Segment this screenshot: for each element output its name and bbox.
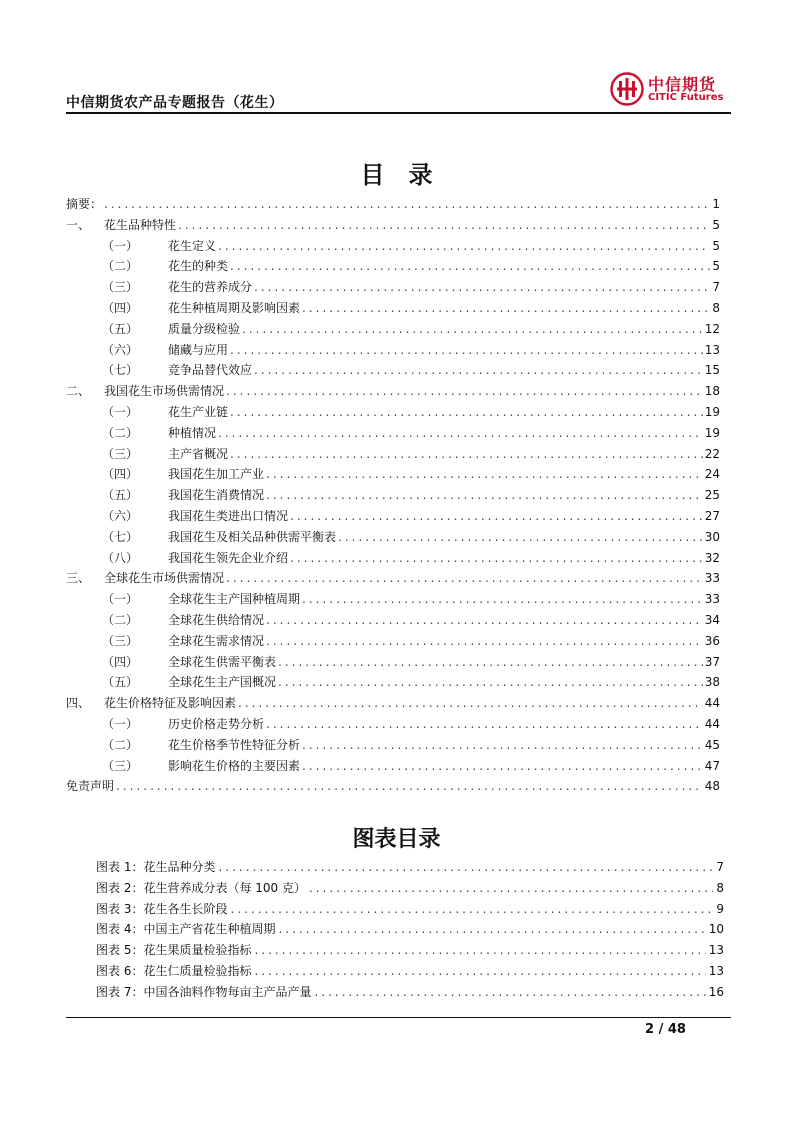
figure-entry-label: 图表 2：花生营养成分表（每 100 克） xyxy=(96,880,306,895)
toc-entry-label: 花生产业链 xyxy=(168,405,229,419)
toc-entry-label: 我国花生领先企业介绍 xyxy=(168,550,289,565)
toc-entry[interactable] xyxy=(66,317,720,337)
toc-leader-dots xyxy=(104,196,710,212)
figure-leader-dots xyxy=(218,859,713,875)
figure-entry-label: 图表 3：花生各生长阶段 xyxy=(96,901,228,916)
toc-leader-dots xyxy=(302,758,703,774)
toc-entry[interactable] xyxy=(66,483,720,503)
toc-leader-dots xyxy=(266,466,703,482)
toc-leader-dots xyxy=(278,654,703,670)
toc-entry-page: 5 xyxy=(712,238,720,253)
toc-entry-label: 花生价格季节性特征分析 xyxy=(168,737,301,752)
toc-entry-page: 37 xyxy=(704,654,720,669)
toc-leader-dots xyxy=(254,362,703,378)
toc-heading: 目录 xyxy=(360,161,457,189)
toc-entry[interactable] xyxy=(66,650,720,670)
toc-leader-dots xyxy=(338,529,703,545)
toc-entry[interactable] xyxy=(66,358,720,378)
toc-entry-number: 二、 xyxy=(66,384,91,399)
toc-entry-label: 花生种植周期及影响因素 xyxy=(168,301,301,315)
toc-entry[interactable] xyxy=(66,566,720,586)
toc-entry-number: （六） xyxy=(102,342,139,357)
toc-entry-number: （七） xyxy=(102,529,139,544)
figure-entry-label: 图表 6：花生仁质量检验指标 xyxy=(96,964,252,978)
toc-entry-label: 免责声明 xyxy=(66,779,115,794)
logo-english-text: CITIC Futures xyxy=(648,92,724,103)
citic-futures-logo xyxy=(610,70,730,110)
figure-entry-page: 9 xyxy=(716,901,724,916)
toc-entry[interactable] xyxy=(66,379,720,399)
toc-entry-label: 我国花生及相关品种供需平衡表 xyxy=(168,529,337,544)
toc-entry-page: 19 xyxy=(704,405,720,419)
toc-entry-number: （四） xyxy=(102,654,139,669)
figure-leader-dots xyxy=(309,880,713,896)
toc-entry-number: （一） xyxy=(102,592,139,607)
toc-leader-dots xyxy=(266,487,703,503)
toc-entry-label: 花生价格特征及影响因素 xyxy=(104,696,237,711)
toc-entry-label: 全球花生供需平衡表 xyxy=(168,654,277,669)
toc-leader-dots xyxy=(302,591,703,607)
toc-entry-page: 38 xyxy=(704,675,720,690)
toc-entry-label: 摘要： xyxy=(66,197,103,211)
toc-leader-dots xyxy=(218,238,710,254)
toc-leader-dots xyxy=(302,300,710,316)
toc-leader-dots xyxy=(230,258,710,274)
toc-entry-page: 8 xyxy=(712,301,720,315)
toc-entry-page: 47 xyxy=(704,758,720,773)
toc-entry-number: 四、 xyxy=(66,696,91,711)
toc-entry[interactable] xyxy=(66,234,720,254)
figure-entry[interactable] xyxy=(96,980,724,1000)
toc-entry-label: 花生的营养成分 xyxy=(168,280,253,295)
toc-entry[interactable] xyxy=(66,338,720,358)
toc-entry-page: 34 xyxy=(704,613,720,627)
figure-entry-page: 13 xyxy=(708,943,724,958)
toc-entry[interactable] xyxy=(66,629,720,649)
toc-entry-label: 全球花生供给情况 xyxy=(168,613,265,627)
toc-entry-number: （二） xyxy=(102,425,139,440)
toc-entry-page: 13 xyxy=(704,342,720,357)
toc-entry[interactable] xyxy=(66,733,720,753)
toc-entry-label: 全球花生主产国概况 xyxy=(168,675,277,690)
toc-leader-dots xyxy=(266,716,703,732)
figure-entry-page: 8 xyxy=(716,880,724,895)
toc-entry-label: 我国花生市场供需情况 xyxy=(104,384,225,399)
toc-entry-page: 33 xyxy=(704,592,720,607)
toc-entry[interactable] xyxy=(66,608,720,628)
logo-chinese-text: 中信期货 xyxy=(648,75,717,94)
figure-entry-label: 图表 1：花生品种分类 xyxy=(96,860,216,874)
toc-entry[interactable] xyxy=(66,504,720,524)
toc-entry-label: 主产省概况 xyxy=(168,446,229,461)
toc-leader-dots xyxy=(178,217,710,233)
toc-entry-page: 45 xyxy=(704,737,720,752)
toc-entry-page: 44 xyxy=(704,696,720,711)
toc-entry-number: （一） xyxy=(102,405,139,419)
page-number: 2 / 48 xyxy=(645,1022,686,1037)
toc-leader-dots xyxy=(266,612,703,628)
toc-entry-number: （四） xyxy=(102,301,139,315)
toc-entry-label: 花生定义 xyxy=(168,238,217,253)
toc-entry-page: 15 xyxy=(704,363,720,378)
toc-entry-page: 32 xyxy=(704,550,720,565)
toc-entry-label: 种植情况 xyxy=(168,425,217,440)
toc-entry-page: 48 xyxy=(704,779,720,794)
toc-entry-number: （五） xyxy=(102,321,139,336)
toc-leader-dots xyxy=(230,404,703,420)
toc-entry-number: （二） xyxy=(102,737,139,752)
toc-leader-dots xyxy=(218,425,703,441)
figure-entry-label: 图表 4：中国主产省花生种植周期 xyxy=(96,922,276,937)
toc-leader-dots xyxy=(278,674,703,690)
toc-entry-number: （三） xyxy=(102,446,139,461)
figure-entry[interactable] xyxy=(96,938,724,958)
toc-entry-label: 花生品种特性 xyxy=(104,217,177,232)
toc-entry[interactable] xyxy=(66,462,720,482)
toc-entry-number: （五） xyxy=(102,488,139,503)
toc-entry-label: 质量分级检验 xyxy=(168,321,241,336)
toc-entry-label: 我国花生消费情况 xyxy=(168,488,265,503)
toc-entry-page: 27 xyxy=(704,509,720,523)
toc-entry-number: （四） xyxy=(102,467,139,482)
toc-leader-dots xyxy=(254,279,710,295)
toc-entry-number: （一） xyxy=(102,717,139,731)
toc-leader-dots xyxy=(266,633,703,649)
figure-entry-label: 图表 5：花生果质量检验指标 xyxy=(96,943,252,958)
figure-leader-dots xyxy=(230,901,713,917)
toc-entry[interactable] xyxy=(66,400,720,420)
toc-entry-number: （八） xyxy=(102,550,139,565)
toc-entry[interactable] xyxy=(66,442,720,462)
toc-leader-dots xyxy=(290,508,703,524)
toc-entry-page: 44 xyxy=(704,717,720,731)
citic-logo-icon xyxy=(610,72,644,106)
toc-leader-dots xyxy=(230,446,703,462)
toc-entry-page: 19 xyxy=(704,425,720,440)
toc-entry[interactable] xyxy=(66,691,720,711)
toc-entry-number: （七） xyxy=(102,363,139,378)
toc-entry-label: 竞争品替代效应 xyxy=(168,363,253,378)
toc-entry-number: 三、 xyxy=(66,571,91,586)
toc-entry-label: 影响花生价格的主要因素 xyxy=(168,758,301,773)
toc-entry[interactable] xyxy=(66,774,720,794)
toc-entry-page: 33 xyxy=(704,571,720,586)
toc-leader-dots xyxy=(116,778,703,794)
figure-entry[interactable] xyxy=(96,917,724,937)
toc-entry[interactable] xyxy=(66,296,720,316)
toc-entry-page: 22 xyxy=(704,446,720,461)
figure-entry-page: 13 xyxy=(708,964,724,978)
toc-leader-dots xyxy=(230,342,703,358)
toc-entry-number: （三） xyxy=(102,633,139,648)
toc-entry-page: 36 xyxy=(704,633,720,648)
toc-leader-dots xyxy=(290,550,703,566)
toc-entry[interactable] xyxy=(66,421,720,441)
report-title: 中信期货农产品专题报告（花生） xyxy=(66,95,284,111)
figure-list-heading: 图表目录 xyxy=(352,827,441,852)
figure-entry-page: 10 xyxy=(708,922,724,937)
figure-entry[interactable] xyxy=(96,855,724,875)
toc-entry-label: 全球花生市场供需情况 xyxy=(104,571,225,586)
toc-entry-page: 30 xyxy=(704,529,720,544)
toc-entry-page: 1 xyxy=(712,197,720,211)
toc-leader-dots xyxy=(302,737,703,753)
toc-entry-page: 12 xyxy=(704,321,720,336)
figure-leader-dots xyxy=(254,963,705,979)
figure-entry-page: 16 xyxy=(708,984,724,999)
toc-entry-page: 24 xyxy=(704,467,720,482)
toc-entry-number: （五） xyxy=(102,675,139,690)
toc-entry[interactable] xyxy=(66,712,720,732)
toc-leader-dots xyxy=(226,383,703,399)
toc-entry-label: 储藏与应用 xyxy=(168,342,229,357)
figure-leader-dots xyxy=(254,942,705,958)
figure-entry[interactable] xyxy=(96,876,724,896)
toc-leader-dots xyxy=(242,321,703,337)
footer-divider xyxy=(66,1017,731,1018)
toc-leader-dots xyxy=(238,695,703,711)
toc-entry-number: （二） xyxy=(102,613,139,627)
figure-entry-page: 7 xyxy=(716,860,724,874)
toc-entry[interactable] xyxy=(66,546,720,566)
toc-entry-label: 历史价格走势分析 xyxy=(168,717,265,731)
toc-entry[interactable] xyxy=(66,754,720,774)
toc-entry-number: （二） xyxy=(102,259,139,274)
toc-entry-number: （一） xyxy=(102,238,139,253)
toc-leader-dots xyxy=(226,570,703,586)
toc-entry-number: （六） xyxy=(102,509,139,523)
toc-entry[interactable] xyxy=(66,213,720,233)
figure-entry[interactable] xyxy=(96,959,724,979)
figure-leader-dots xyxy=(278,921,705,937)
toc-entry-label: 全球花生主产国种植周期 xyxy=(168,592,301,607)
toc-entry[interactable] xyxy=(66,587,720,607)
toc-entry[interactable] xyxy=(66,254,720,274)
figure-leader-dots xyxy=(314,984,705,1000)
toc-entry-number: （三） xyxy=(102,280,139,295)
figure-entry-label: 图表 7：中国各油料作物每亩主产品产量 xyxy=(96,984,312,999)
toc-entry-page: 7 xyxy=(712,280,720,295)
toc-entry[interactable] xyxy=(66,525,720,545)
toc-entry-page: 25 xyxy=(704,488,720,503)
toc-entry-page: 18 xyxy=(704,384,720,399)
toc-entry-label: 全球花生需求情况 xyxy=(168,633,265,648)
toc-entry[interactable] xyxy=(66,192,720,212)
header-divider xyxy=(66,112,731,114)
toc-entry-number: 一、 xyxy=(66,217,91,232)
toc-entry-label: 我国花生类进出口情况 xyxy=(168,509,289,523)
toc-entry[interactable] xyxy=(66,670,720,690)
toc-entry-number: （三） xyxy=(102,758,139,773)
toc-entry-label: 花生的种类 xyxy=(168,259,229,274)
figure-entry[interactable] xyxy=(96,897,724,917)
toc-entry-page: 5 xyxy=(712,259,720,274)
toc-entry[interactable] xyxy=(66,275,720,295)
toc-entry-page: 5 xyxy=(712,217,720,232)
toc-entry-label: 我国花生加工产业 xyxy=(168,467,265,482)
